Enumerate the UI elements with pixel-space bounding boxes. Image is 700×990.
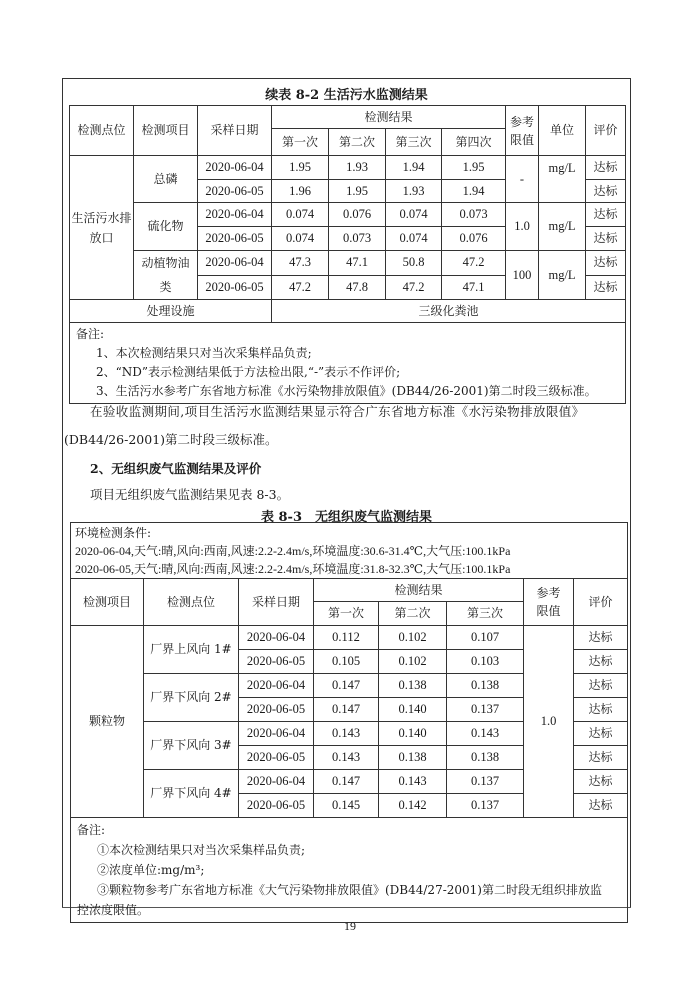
t1-value: 0.073 <box>442 203 506 227</box>
table1-wastewater-results <box>69 105 626 404</box>
t1-header-run-3: 第三次 <box>386 129 442 156</box>
t1-header-point: 检测点位 <box>70 106 134 156</box>
t2-value: 0.138 <box>447 674 524 698</box>
page-number: 19 <box>344 919 356 933</box>
t1-value: 47.2 <box>442 251 506 276</box>
t2-header-evaluation: 评价 <box>574 579 628 626</box>
paragraph2: 项目无组织废气监测结果见表 8-3。 <box>90 487 290 502</box>
t2-header-run-3: 第三次 <box>447 602 524 626</box>
t1-value: 47.8 <box>329 275 386 300</box>
t1-header-item: 检测项目 <box>134 106 198 156</box>
t2-notes-label: 备注: <box>77 823 106 837</box>
t1-unit: mg/L <box>539 156 586 203</box>
t1-header-results: 检测结果 <box>272 106 506 129</box>
t2-value: 0.102 <box>379 626 447 650</box>
t2-value: 0.107 <box>447 626 524 650</box>
t2-item-name: 颗粒物 <box>71 626 144 818</box>
t2-header-run-1: 第一次 <box>314 602 379 626</box>
t1-value: 1.94 <box>442 180 506 203</box>
t1-value: 1.95 <box>442 156 506 180</box>
t2-header-ref-limit: 参考限值 <box>524 579 574 626</box>
t2-date: 2020-06-05 <box>239 698 314 722</box>
t2-value: 0.138 <box>379 746 447 770</box>
t2-value: 0.147 <box>314 770 379 794</box>
t1-note: 1、本次检测结果只对当次采集样品负责; <box>96 346 312 360</box>
t2-evaluation: 达标 <box>574 650 628 674</box>
t1-date: 2020-06-05 <box>198 275 272 300</box>
t2-date: 2020-06-05 <box>239 650 314 674</box>
t2-header-point: 检测点位 <box>144 579 239 626</box>
table2-fugitive-gas-results <box>70 522 628 923</box>
t2-value: 0.147 <box>314 674 379 698</box>
t2-value: 0.137 <box>447 794 524 818</box>
t2-conditions-label: 环境检测条件: <box>75 525 152 540</box>
t2-value: 0.140 <box>379 698 447 722</box>
t1-value: 1.96 <box>272 180 329 203</box>
t2-value: 0.140 <box>379 722 447 746</box>
t2-date: 2020-06-05 <box>239 794 314 818</box>
t2-note: 控浓度限值。 <box>77 903 150 917</box>
t1-value: 0.074 <box>386 203 442 227</box>
t1-value: 0.074 <box>386 227 442 251</box>
table-row <box>70 203 626 227</box>
t2-value: 0.145 <box>314 794 379 818</box>
t1-value: 47.2 <box>272 275 329 300</box>
table1-title: 续表 8-2 生活污水监测结果 <box>265 88 428 103</box>
t1-unit: mg/L <box>539 203 586 251</box>
t1-date: 2020-06-05 <box>198 180 272 203</box>
table-row <box>70 251 626 276</box>
t2-value: 0.143 <box>314 722 379 746</box>
t1-date: 2020-06-04 <box>198 203 272 227</box>
t1-ref-limit: 100 <box>506 251 539 300</box>
t1-header-evaluation: 评价 <box>586 106 626 156</box>
t1-notes-label: 备注: <box>76 327 105 341</box>
t1-value: 47.3 <box>272 251 329 276</box>
t2-value: 0.105 <box>314 650 379 674</box>
t2-evaluation: 达标 <box>574 794 628 818</box>
t2-point: 厂界上风向 1# <box>144 626 239 674</box>
t2-value: 0.147 <box>314 698 379 722</box>
t2-date: 2020-06-05 <box>239 746 314 770</box>
t2-value: 0.112 <box>314 626 379 650</box>
t1-unit: mg/L <box>539 251 586 300</box>
t1-ref-limit: - <box>506 156 539 203</box>
t2-point: 厂界下风向 3# <box>144 722 239 770</box>
t1-evaluation: 达标 <box>586 275 626 300</box>
t2-evaluation: 达标 <box>574 626 628 650</box>
t1-point-name: 生活污水排放口 <box>70 156 134 300</box>
t1-evaluation: 达标 <box>586 156 626 180</box>
t2-point: 厂界下风向 4# <box>144 770 239 818</box>
t1-date: 2020-06-04 <box>198 251 272 276</box>
table2-title: 表 8-3 无组织废气监测结果 <box>260 510 432 525</box>
t1-note: 2、“ND”表示检测结果低于方法检出限,“-”表示不作评价; <box>96 365 401 379</box>
t2-ref-limit: 1.0 <box>524 626 574 818</box>
t1-evaluation: 达标 <box>586 227 626 251</box>
t2-value: 0.102 <box>379 650 447 674</box>
t1-header-run-2: 第二次 <box>329 129 386 156</box>
t2-header-date: 采样日期 <box>239 579 314 626</box>
t1-header-run-4: 第四次 <box>442 129 506 156</box>
t2-header-results: 检测结果 <box>314 579 524 602</box>
t1-value: 0.076 <box>442 227 506 251</box>
t2-header-item: 检测项目 <box>71 579 144 626</box>
t1-note: 3、生活污水参考广东省地方标准《水污染物排放限值》(DB44/26-2001)第二时段三级标准。 <box>96 384 597 398</box>
t2-evaluation: 达标 <box>574 770 628 794</box>
t1-value: 1.93 <box>329 156 386 180</box>
t1-evaluation: 达标 <box>586 203 626 227</box>
t1-value: 50.8 <box>386 251 442 276</box>
t1-value: 0.074 <box>272 227 329 251</box>
t2-evaluation: 达标 <box>574 746 628 770</box>
t1-evaluation: 达标 <box>586 180 626 203</box>
t2-date: 2020-06-04 <box>239 770 314 794</box>
t2-value: 0.143 <box>379 770 447 794</box>
t2-value: 0.143 <box>314 746 379 770</box>
t1-value: 0.076 <box>329 203 386 227</box>
paragraph1-line2: (DB44/26-2001)第二时段三级标准。 <box>64 432 278 447</box>
t2-evaluation: 达标 <box>574 674 628 698</box>
t2-date: 2020-06-04 <box>239 626 314 650</box>
t1-item: 总磷 <box>134 156 198 203</box>
t1-facility-label: 处理设施 <box>70 300 272 323</box>
t2-evaluation: 达标 <box>574 722 628 746</box>
t2-value: 0.137 <box>447 770 524 794</box>
t1-header-unit: 单位 <box>539 106 586 156</box>
t1-value: 0.073 <box>329 227 386 251</box>
t1-item: 硫化物 <box>134 203 198 251</box>
t2-header-run-2: 第二次 <box>379 602 447 626</box>
t2-note: ③颗粒物参考广东省地方标准《大气污染物排放限值》(DB44/27-2001)第二时段无组织排放监 <box>97 883 602 897</box>
t1-value: 1.93 <box>386 180 442 203</box>
t2-point: 厂界下风向 2# <box>144 674 239 722</box>
t1-header-ref-limit: 参考限值 <box>506 106 539 156</box>
t2-value: 0.103 <box>447 650 524 674</box>
t2-value: 0.138 <box>379 674 447 698</box>
t2-value: 0.137 <box>447 698 524 722</box>
t2-conditions <box>71 523 628 579</box>
t1-value: 1.95 <box>329 180 386 203</box>
t1-header-date: 采样日期 <box>198 106 272 156</box>
t2-notes <box>71 818 628 923</box>
t2-date: 2020-06-04 <box>239 722 314 746</box>
t2-evaluation: 达标 <box>574 698 628 722</box>
t1-ref-limit: 1.0 <box>506 203 539 251</box>
section-heading: 2、无组织废气监测结果及评价 <box>90 461 262 476</box>
t2-condition: 2020-06-04,天气:晴,风向:西南,风速:2.2-2.4m/s,环境温度:30.6-31.4℃,大气压:100.1kPa <box>75 543 511 558</box>
t1-evaluation: 达标 <box>586 251 626 276</box>
t1-value: 0.074 <box>272 203 329 227</box>
t2-value: 0.143 <box>447 722 524 746</box>
t1-item: 动植物油类 <box>134 251 198 300</box>
paragraph1-line1: 在验收监测期间,项目生活污水监测结果显示符合广东省地方标准《水污染物排放限值》 <box>90 404 585 419</box>
t1-value: 1.94 <box>386 156 442 180</box>
t1-value: 47.1 <box>442 275 506 300</box>
t2-note: ①本次检测结果只对当次采集样品负责; <box>97 843 306 857</box>
t2-value: 0.138 <box>447 746 524 770</box>
t1-value: 1.95 <box>272 156 329 180</box>
t1-value: 47.2 <box>386 275 442 300</box>
t2-condition: 2020-06-05,天气:晴,风向:西南,风速:2.2-2.4m/s,环境温度:31.8-32.3℃,大气压:100.1kPa <box>75 561 511 576</box>
t2-date: 2020-06-04 <box>239 674 314 698</box>
t1-facility-value: 三级化粪池 <box>272 300 626 323</box>
t1-date: 2020-06-05 <box>198 227 272 251</box>
t2-value: 0.142 <box>379 794 447 818</box>
t2-note: ②浓度单位:mg/m³; <box>97 863 205 877</box>
t1-notes <box>70 323 626 404</box>
t1-value: 47.1 <box>329 251 386 276</box>
table-row <box>71 626 628 650</box>
t1-header-run-1: 第一次 <box>272 129 329 156</box>
t1-date: 2020-06-04 <box>198 156 272 180</box>
table-row <box>70 156 626 180</box>
